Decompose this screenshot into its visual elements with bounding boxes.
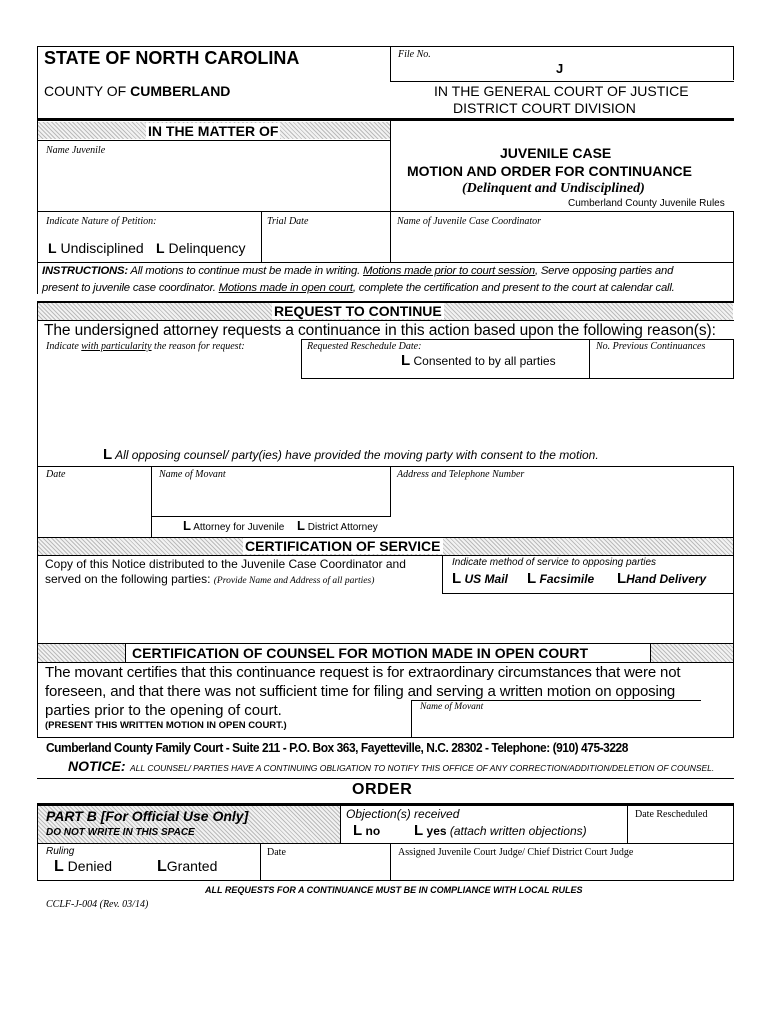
granted-checkbox[interactable]: L bbox=[157, 858, 167, 875]
instructions-label: INSTRUCTIONS: bbox=[42, 265, 128, 277]
instructions-line-2 bbox=[42, 282, 675, 294]
indicate-label bbox=[46, 341, 245, 352]
denied-checkbox[interactable]: L bbox=[54, 858, 64, 875]
delinquency-option[interactable] bbox=[156, 240, 246, 256]
delinquency-label: Delinquency bbox=[168, 240, 246, 256]
copy-line-2 bbox=[45, 572, 374, 586]
name-juvenile-label: Name Juvenile bbox=[46, 145, 106, 156]
instructions-line-1 bbox=[42, 265, 673, 277]
facsimile-option[interactable] bbox=[527, 570, 594, 587]
present-note: (PRESENT THIS WRITTEN MOTION IN OPEN COURT.) bbox=[45, 720, 287, 731]
indicate-prefix: Indicate bbox=[46, 341, 82, 352]
address-phone-label: Address and Telephone Number bbox=[397, 469, 525, 480]
j-mark: J bbox=[556, 61, 564, 76]
us-mail-checkbox[interactable]: L bbox=[452, 570, 462, 587]
court-line-1: IN THE GENERAL COURT OF JUSTICE bbox=[434, 83, 689, 99]
order-date-label: Date bbox=[267, 847, 286, 858]
ruling-label: Ruling bbox=[46, 846, 75, 857]
undisciplined-checkbox[interactable]: L bbox=[48, 240, 57, 256]
form-title-2: MOTION AND ORDER FOR CONTINUANCE bbox=[407, 163, 692, 179]
county-prefix: COUNTY OF bbox=[44, 83, 127, 99]
county-line bbox=[44, 83, 230, 99]
counsel-line-3: parties prior to the opening of court. bbox=[45, 702, 282, 719]
delinquency-checkbox[interactable]: L bbox=[156, 240, 165, 256]
district-attorney-label: District Attorney bbox=[307, 522, 378, 533]
objection-yes-note: (attach written objections) bbox=[449, 824, 587, 838]
district-attorney-option[interactable] bbox=[297, 518, 378, 533]
attorney-juvenile-label: Attorney for Juvenile bbox=[193, 522, 285, 533]
denied-label: Denied bbox=[67, 858, 113, 874]
granted-option[interactable] bbox=[157, 858, 217, 876]
objection-no-option[interactable] bbox=[353, 822, 380, 839]
objection-no-label: no bbox=[365, 824, 381, 838]
matter-heading: IN THE MATTER OF bbox=[148, 123, 279, 139]
counsel-movant-label: Name of Movant bbox=[420, 702, 484, 712]
denied-option[interactable] bbox=[54, 858, 112, 876]
indicate-underlined: with particularity bbox=[81, 341, 152, 352]
facsimile-label: Facsimile bbox=[539, 572, 595, 586]
part-b-heading: PART B [For Official Use Only] bbox=[46, 808, 249, 824]
consented-label: Consented to by all parties bbox=[413, 354, 556, 368]
us-mail-label: US Mail bbox=[464, 572, 508, 586]
certification-heading: CERTIFICATION OF SERVICE bbox=[245, 538, 441, 554]
notice-text: ALL COUNSEL/ PARTIES HAVE A CONTINUING OBLIGATION TO NOTIFY THIS OFFICE OF ANY CORRECTION/ADDITION/DELETION OF COUNSEL. bbox=[130, 763, 715, 773]
granted-label: Granted bbox=[166, 858, 218, 874]
notice-line bbox=[68, 758, 714, 776]
state-heading: STATE OF NORTH CAROLINA bbox=[44, 48, 300, 68]
undisciplined-option[interactable] bbox=[48, 240, 144, 256]
rules-label: Cumberland County Juvenile Rules bbox=[568, 198, 725, 209]
copy-line-1: Copy of this Notice distributed to the Juvenile Case Coordinator and bbox=[45, 557, 406, 571]
judge-label: Assigned Juvenile Court Judge/ Chief District Court Judge bbox=[398, 847, 634, 858]
instructions-text-2: , Serve opposing parties and bbox=[534, 265, 674, 277]
opposing-consent-checkbox[interactable]: L bbox=[103, 446, 113, 463]
attorney-juvenile-checkbox[interactable]: L bbox=[183, 518, 191, 533]
objection-yes-label: yes bbox=[426, 824, 447, 838]
district-attorney-checkbox[interactable]: L bbox=[297, 518, 305, 533]
opposing-consent-option[interactable] bbox=[103, 446, 599, 463]
request-statement: The undersigned attorney requests a continuance in this action based upon the following reason(s): bbox=[44, 322, 716, 339]
objection-no-checkbox[interactable]: L bbox=[353, 822, 363, 839]
coordinator-label: Name of Juvenile Case Coordinator bbox=[397, 216, 542, 227]
hand-delivery-checkbox[interactable]: L bbox=[617, 570, 627, 587]
form-code: CCLF-J-004 (Rev. 03/14) bbox=[46, 899, 149, 910]
instructions-text-3: present to juvenile case coordinator. bbox=[42, 282, 219, 294]
file-no-label: File No. bbox=[398, 49, 431, 60]
objection-yes-checkbox[interactable]: L bbox=[414, 822, 424, 839]
form-title-3: (Delinquent and Undisciplined) bbox=[462, 181, 645, 196]
notice-label: NOTICE: bbox=[68, 758, 126, 774]
counsel-line-1: The movant certifies that this continuance request is for extraordinary circumstances that were not bbox=[45, 664, 681, 681]
instructions-text-1: All motions to continue must be made in writing. bbox=[127, 265, 363, 277]
movant-label: Name of Movant bbox=[159, 469, 226, 480]
consented-checkbox[interactable]: L bbox=[401, 352, 411, 369]
opposing-consent-label: All opposing counsel/ party(ies) have provided the moving party with consent to the motion. bbox=[115, 448, 599, 462]
objection-yes-option[interactable] bbox=[414, 822, 587, 839]
trial-date-label: Trial Date bbox=[267, 216, 309, 227]
consented-option[interactable] bbox=[401, 352, 556, 369]
us-mail-option[interactable] bbox=[452, 570, 508, 587]
facsimile-checkbox[interactable]: L bbox=[527, 570, 537, 587]
form-title-1: JUVENILE CASE bbox=[500, 145, 612, 161]
court-line-2: DISTRICT COURT DIVISION bbox=[453, 100, 636, 116]
order-heading: ORDER bbox=[352, 781, 413, 798]
undisciplined-label: Undisciplined bbox=[60, 240, 144, 256]
counsel-heading: CERTIFICATION OF COUNSEL FOR MOTION MADE IN OPEN COURT bbox=[132, 645, 589, 661]
objections-label: Objection(s) received bbox=[346, 807, 460, 821]
copy-line-2-note: (Provide Name and Address of all parties) bbox=[213, 576, 375, 586]
indicate-suffix: the reason for request: bbox=[151, 341, 245, 352]
hand-delivery-label: Hand Delivery bbox=[626, 572, 707, 586]
attorney-juvenile-option[interactable] bbox=[183, 518, 284, 533]
county-name: CUMBERLAND bbox=[130, 83, 231, 99]
copy-line-2-text: served on the following parties: bbox=[45, 572, 214, 586]
compliance-note: ALL REQUESTS FOR A CONTINUANCE MUST BE IN COMPLIANCE WITH LOCAL RULES bbox=[205, 885, 583, 895]
instructions-underlined-2: Motions made in open court bbox=[218, 282, 353, 294]
reschedule-date-label: Requested Reschedule Date: bbox=[307, 341, 422, 352]
court-address: Cumberland County Family Court - Suite 211 - P.O. Box 363, Fayetteville, N.C. 28302 - Telephone: (910) 475-3228 bbox=[46, 740, 628, 755]
date-label: Date bbox=[46, 469, 66, 480]
instructions-text-4: , complete the certification and present to the court at calendar call. bbox=[352, 282, 675, 294]
do-not-write: DO NOT WRITE IN THIS SPACE bbox=[46, 827, 195, 838]
request-heading: REQUEST TO CONTINUE bbox=[274, 303, 442, 319]
service-method-label: Indicate method of service to opposing parties bbox=[452, 557, 657, 568]
previous-continuances-label: No. Previous Continuances bbox=[596, 341, 706, 352]
nature-label: Indicate Nature of Petition: bbox=[46, 216, 157, 227]
hand-delivery-option[interactable] bbox=[617, 570, 706, 587]
instructions-underlined-1: Motions made prior to court session bbox=[362, 265, 535, 277]
date-rescheduled-label: Date Rescheduled bbox=[635, 809, 708, 820]
counsel-line-2: foreseen, and that there was not sufficient time for filing and serving a written motion on opposing bbox=[45, 683, 676, 700]
